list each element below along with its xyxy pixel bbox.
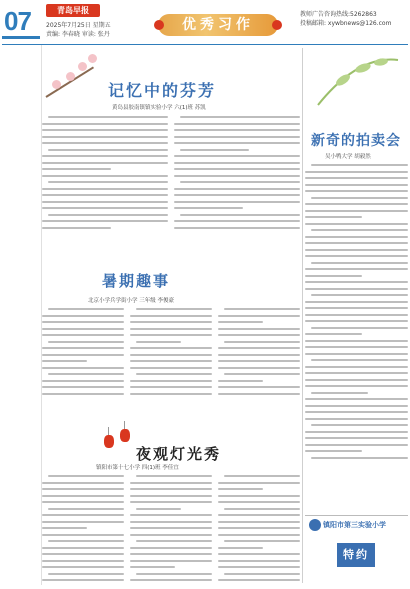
text-line (42, 123, 168, 125)
text-line (224, 341, 300, 343)
text-line (130, 328, 212, 330)
text-line (305, 450, 362, 452)
text-line (174, 168, 300, 170)
text-line (174, 129, 300, 131)
text-line (305, 405, 408, 407)
text-line (218, 386, 300, 388)
text-line (305, 210, 408, 212)
text-line (311, 197, 408, 199)
text-line (305, 444, 408, 446)
text-line (42, 488, 124, 490)
sponsor-box (305, 515, 408, 585)
text-line (305, 307, 408, 309)
text-line (305, 398, 408, 400)
text-line (305, 333, 362, 335)
article-byline: 镇阳市第十七小学 四(1)班 李佳宜 (96, 465, 179, 471)
text-line (130, 566, 175, 568)
plum-blossom-decoration (42, 50, 102, 106)
text-line (218, 501, 300, 503)
text-line (42, 175, 168, 177)
text-line (305, 353, 408, 355)
text-line (305, 431, 408, 433)
text-line (174, 227, 300, 229)
text-line (305, 203, 408, 205)
text-line (42, 194, 168, 196)
text-line (224, 373, 300, 375)
blossom-icon (66, 72, 75, 81)
text-line (130, 527, 212, 529)
blossom-icon (88, 54, 97, 63)
text-line (42, 482, 124, 484)
text-line (174, 136, 300, 138)
text-line (130, 360, 212, 362)
sponsor-name: 镇阳市第三实验小学 (323, 521, 386, 529)
text-line (305, 190, 408, 192)
text-line (174, 201, 300, 203)
text-line (42, 155, 168, 157)
article-summer-fun (42, 240, 300, 405)
text-line (42, 315, 124, 317)
text-line (42, 129, 168, 131)
text-line (218, 354, 300, 356)
text-line (218, 334, 300, 336)
text-line (224, 540, 300, 542)
text-line (218, 347, 300, 349)
lantern-string (124, 421, 125, 429)
text-line (130, 315, 212, 317)
text-line (218, 514, 300, 516)
text-line (130, 321, 212, 323)
text-line (42, 321, 124, 323)
text-line (218, 488, 263, 490)
text-line (42, 227, 111, 229)
text-line (305, 171, 408, 173)
text-line (218, 367, 300, 369)
text-line (305, 372, 408, 374)
text-line (311, 262, 408, 264)
text-line (130, 579, 212, 581)
article-byline: 黄岛县胶南镇镇实验小学 六(1)班 苏凯 (112, 105, 206, 111)
text-line (311, 424, 408, 426)
text-line (42, 334, 124, 336)
text-line (136, 373, 212, 375)
article-body (42, 473, 300, 585)
lantern-icon (120, 429, 130, 442)
article-novel-auction (305, 48, 408, 468)
header-rule (2, 44, 408, 45)
text-line (42, 188, 168, 190)
text-line (136, 540, 212, 542)
text-line (218, 380, 263, 382)
text-line (311, 359, 408, 361)
text-line (305, 249, 408, 251)
masthead (0, 0, 410, 44)
text-line (136, 573, 212, 575)
text-line (48, 214, 168, 216)
text-line (305, 255, 408, 257)
article-headline: 夜观灯光秀 (136, 445, 222, 463)
text-line (305, 320, 408, 322)
text-line (218, 328, 300, 330)
article-body (42, 306, 300, 402)
text-line (218, 579, 300, 581)
text-line (224, 573, 300, 575)
text-line (48, 149, 168, 151)
editor-credits: 责编: 李春晓 审读: 张丹 (46, 31, 110, 38)
school-logo-icon (309, 519, 321, 531)
text-line (130, 521, 212, 523)
text-line (305, 223, 408, 225)
text-line (42, 367, 124, 369)
text-line (180, 149, 249, 151)
blossom-icon (52, 80, 61, 89)
text-line (42, 354, 124, 356)
text-line (218, 495, 300, 497)
text-line (305, 242, 408, 244)
text-line (218, 547, 263, 549)
text-line (130, 482, 212, 484)
text-line (174, 155, 300, 157)
text-line (130, 560, 212, 562)
text-line (42, 201, 168, 203)
text-line (42, 220, 168, 222)
newspaper-logo: 青岛早报 (46, 4, 100, 17)
text-line (311, 327, 408, 329)
text-line (42, 168, 111, 170)
text-line (305, 379, 408, 381)
text-line (305, 437, 408, 439)
text-line (136, 341, 181, 343)
text-line (311, 164, 408, 166)
text-line (42, 521, 124, 523)
text-line (42, 142, 168, 144)
text-line (130, 501, 212, 503)
text-line (130, 534, 212, 536)
text-line (42, 553, 124, 555)
text-line (42, 162, 168, 164)
text-line (218, 534, 300, 536)
text-line (48, 181, 168, 183)
text-line (130, 334, 212, 336)
text-line (130, 367, 212, 369)
text-line (174, 188, 300, 190)
article-body (305, 162, 408, 462)
lantern-string (108, 427, 109, 435)
text-line (305, 268, 408, 270)
text-line (174, 194, 300, 196)
text-line (48, 475, 124, 477)
text-line (305, 301, 408, 303)
text-line (218, 560, 300, 562)
lantern-icon (104, 435, 114, 448)
text-line (174, 207, 243, 209)
text-line (305, 184, 408, 186)
text-line (218, 393, 300, 395)
text-line (311, 392, 368, 394)
text-line (42, 514, 124, 516)
text-line (48, 573, 124, 575)
contribute-hotline: 教师广告咨询热线:5262863 (300, 11, 377, 18)
text-line (305, 314, 408, 316)
text-line (174, 162, 300, 164)
text-line (305, 411, 408, 413)
text-line (174, 220, 300, 222)
text-line (218, 482, 300, 484)
text-line (42, 380, 124, 382)
text-line (218, 315, 300, 317)
text-line (305, 346, 408, 348)
text-line (130, 553, 212, 555)
text-line (180, 181, 300, 183)
blossom-icon (78, 62, 87, 71)
text-line (48, 373, 124, 375)
page-number: 07 (4, 6, 31, 36)
text-line (42, 579, 124, 581)
text-line (180, 116, 300, 118)
text-line (48, 308, 124, 310)
text-line (218, 527, 300, 529)
text-line (42, 386, 124, 388)
sponsor-tag: 特约 (337, 543, 375, 567)
leaf-decoration-icon (313, 50, 403, 110)
text-line (42, 328, 124, 330)
text-line (42, 560, 124, 562)
article-headline: 暑期趣事 (102, 272, 171, 290)
article-headline: 记忆中的芬芳 (108, 81, 217, 100)
text-line (305, 275, 362, 277)
text-line (42, 136, 168, 138)
text-line (174, 123, 300, 125)
text-line (136, 508, 181, 510)
issue-date: 2025年7月25日 星期五 (46, 22, 111, 29)
text-line (42, 393, 124, 395)
text-line (305, 340, 408, 342)
text-line (311, 457, 408, 459)
text-line (305, 177, 408, 179)
article-night-light-show (42, 405, 300, 585)
column-rule (302, 48, 303, 583)
text-line (130, 393, 212, 395)
article-byline: 北京小学兵学街小学 三年级 李俊豪 (88, 298, 174, 304)
text-line (48, 341, 124, 343)
text-line (224, 308, 300, 310)
text-line (48, 508, 124, 510)
text-line (42, 566, 124, 568)
text-line (305, 418, 408, 420)
text-line (130, 495, 212, 497)
text-line (48, 540, 124, 542)
text-line (218, 566, 300, 568)
text-line (224, 508, 300, 510)
section-title: 优秀习作 (182, 17, 254, 33)
text-line (136, 308, 212, 310)
text-line (48, 116, 168, 118)
text-line (130, 380, 212, 382)
text-line (311, 229, 408, 231)
text-line (305, 281, 408, 283)
text-line (311, 294, 408, 296)
text-line (42, 527, 87, 529)
text-line (130, 354, 212, 356)
article-body (42, 114, 300, 234)
section-banner (158, 8, 278, 42)
text-line (130, 347, 212, 349)
text-line (174, 175, 300, 177)
text-line (174, 142, 300, 144)
text-line (42, 360, 87, 362)
text-line (42, 495, 124, 497)
text-line (42, 547, 124, 549)
article-byline: 吴小鸭大学 胡毅然 (325, 154, 371, 160)
text-line (130, 488, 212, 490)
text-line (130, 547, 212, 549)
text-line (305, 366, 408, 368)
article-memory-fragrance (42, 48, 300, 238)
text-line (130, 386, 212, 388)
sponsor-header (305, 515, 408, 534)
text-line (218, 521, 300, 523)
text-line (218, 553, 300, 555)
text-line (136, 475, 212, 477)
text-line (305, 236, 408, 238)
text-line (130, 514, 212, 516)
contribute-email: 投稿邮箱: xywbnews@126.com (300, 20, 392, 27)
text-line (305, 216, 362, 218)
text-line (42, 501, 124, 503)
text-line (224, 475, 300, 477)
text-line (42, 534, 124, 536)
text-line (218, 360, 300, 362)
text-line (42, 207, 168, 209)
text-line (305, 288, 408, 290)
text-line (180, 214, 300, 216)
article-headline: 新奇的拍卖会 (311, 133, 401, 149)
page-number-underline (2, 36, 40, 39)
text-line (42, 347, 124, 349)
text-line (305, 385, 408, 387)
contact-info (300, 10, 408, 28)
text-line (218, 321, 263, 323)
